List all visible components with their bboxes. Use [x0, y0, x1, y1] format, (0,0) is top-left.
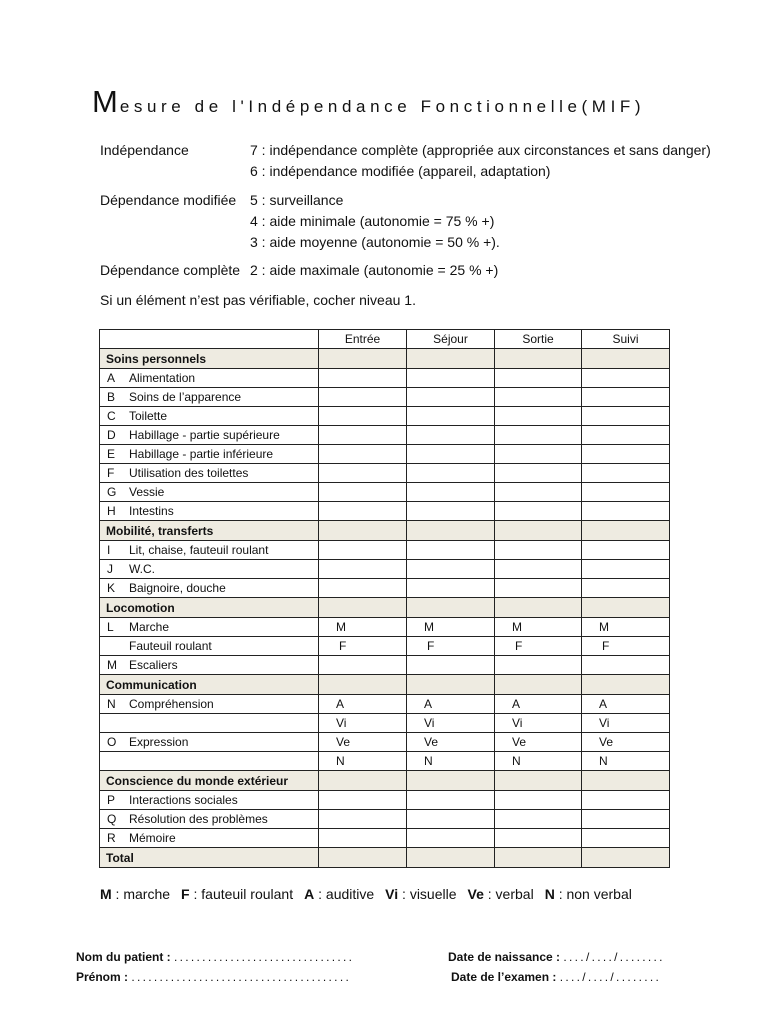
table-row	[100, 791, 670, 810]
score-cell[interactable]	[407, 541, 495, 560]
score-cell[interactable]	[495, 521, 582, 541]
mode-mark[interactable]: N	[319, 752, 407, 771]
table-row	[100, 829, 670, 848]
item-code: Q	[107, 812, 117, 826]
column-header: Entrée	[319, 330, 407, 349]
score-cell[interactable]	[407, 791, 495, 810]
score-cell[interactable]	[582, 464, 670, 483]
mode-mark[interactable]: Ve	[319, 733, 407, 752]
score-cell[interactable]	[407, 407, 495, 426]
score-cell[interactable]	[319, 791, 407, 810]
item-label	[100, 810, 319, 829]
mode-mark[interactable]: M	[407, 618, 495, 637]
score-cell[interactable]	[407, 771, 495, 791]
column-header: Sortie	[495, 330, 582, 349]
score-cell[interactable]	[407, 464, 495, 483]
score-cell[interactable]	[407, 829, 495, 848]
score-cell[interactable]	[582, 810, 670, 829]
score-cell[interactable]	[407, 502, 495, 521]
score-cell[interactable]	[495, 349, 582, 369]
score-cell[interactable]	[495, 675, 582, 695]
legend-text: : non verbal	[554, 886, 632, 902]
score-cell[interactable]	[407, 369, 495, 388]
mode-mark[interactable]: M	[582, 618, 670, 637]
mode-mark[interactable]: F	[319, 637, 407, 656]
item-label	[100, 483, 319, 502]
item-text: Résolution des problèmes	[129, 812, 268, 826]
table-row	[100, 426, 670, 445]
item-code: I	[107, 543, 111, 557]
birth-date-dots[interactable]: ..../..../........	[563, 950, 665, 964]
mode-mark[interactable]: A	[407, 695, 495, 714]
item-code: D	[107, 428, 116, 442]
score-cell[interactable]	[495, 445, 582, 464]
score-cell[interactable]	[319, 464, 407, 483]
score-cell[interactable]	[495, 483, 582, 502]
item-text: Interactions sociales	[129, 793, 238, 807]
patient-name-dots[interactable]: ................................	[174, 950, 355, 964]
score-cell[interactable]	[495, 426, 582, 445]
score-cell[interactable]	[495, 810, 582, 829]
note-text: Si un élément n’est pas vérifiable, cocher niveau 1.	[100, 292, 416, 308]
score-cell[interactable]	[495, 791, 582, 810]
legend	[100, 886, 632, 902]
item-text: Toilette	[129, 409, 168, 423]
section-row	[100, 349, 670, 369]
mode-mark[interactable]: M	[495, 618, 582, 637]
score-cell[interactable]	[582, 502, 670, 521]
scale-level: 3 : aide moyenne (autonomie = 50 % +).	[250, 234, 500, 250]
score-cell[interactable]	[407, 656, 495, 675]
item-text: Expression	[129, 735, 189, 749]
section-label: Communication	[100, 675, 319, 695]
item-code: F	[107, 466, 115, 480]
item-label	[100, 733, 319, 752]
score-cell[interactable]	[582, 407, 670, 426]
mode-mark[interactable]: A	[582, 695, 670, 714]
item-label	[100, 369, 319, 388]
score-cell[interactable]	[407, 483, 495, 502]
scale-category: Indépendance	[100, 142, 189, 158]
score-cell[interactable]	[319, 771, 407, 791]
table-row	[100, 656, 670, 675]
total-label: Total	[100, 848, 319, 868]
item-code: C	[107, 409, 116, 423]
score-cell[interactable]	[582, 483, 670, 502]
score-cell[interactable]	[407, 579, 495, 598]
table-row	[100, 810, 670, 829]
item-label	[100, 502, 319, 521]
score-cell[interactable]	[495, 656, 582, 675]
mode-mark[interactable]: Ve	[582, 733, 670, 752]
item-code: G	[107, 485, 117, 499]
item-text: Alimentation	[129, 371, 196, 385]
total-row	[100, 848, 670, 868]
score-cell[interactable]	[319, 675, 407, 695]
item-label	[100, 656, 319, 675]
patient-name-label: Nom du patient :	[76, 950, 171, 964]
item-code: O	[107, 735, 117, 749]
mode-mark[interactable]: Vi	[582, 714, 670, 733]
first-name-dots[interactable]: .......................................	[131, 970, 352, 984]
scale-category: Dépendance modifiée	[100, 192, 237, 208]
item-label	[100, 541, 319, 560]
score-cell[interactable]	[407, 349, 495, 369]
scale-level: 6 : indépendance modifiée (appareil, adaptation)	[250, 163, 551, 179]
legend-key: A	[304, 886, 315, 902]
item-label	[100, 426, 319, 445]
item-label	[100, 618, 319, 637]
scale-level: 7 : indépendance complète (appropriée aux circonstances et sans danger)	[250, 142, 711, 158]
item-label	[100, 407, 319, 426]
scale-level: 2 : aide maximale (autonomie = 25 % +)	[250, 262, 499, 278]
score-cell[interactable]	[582, 426, 670, 445]
score-cell[interactable]	[495, 369, 582, 388]
table-row	[100, 541, 670, 560]
table-row	[100, 483, 670, 502]
table-header-row	[100, 330, 670, 349]
mode-mark[interactable]: N	[495, 752, 582, 771]
score-cell[interactable]	[582, 579, 670, 598]
score-cell[interactable]	[407, 810, 495, 829]
table-row	[100, 714, 670, 733]
score-cell[interactable]	[407, 426, 495, 445]
item-code: J	[107, 562, 113, 576]
score-cell[interactable]	[582, 656, 670, 675]
item-label	[100, 829, 319, 848]
legend-key: Vi	[385, 886, 399, 902]
scale-category: Dépendance complète	[100, 262, 241, 278]
score-cell[interactable]	[319, 656, 407, 675]
total-cell[interactable]	[407, 848, 495, 868]
birth-date-label: Date de naissance :	[448, 950, 561, 964]
score-cell[interactable]	[495, 579, 582, 598]
mode-mark[interactable]: Vi	[495, 714, 582, 733]
section-label: Soins personnels	[100, 349, 319, 369]
item-text: Habillage - partie supérieure	[129, 428, 280, 442]
birth-date-field[interactable]	[448, 950, 665, 964]
section-label: Mobilité, transferts	[100, 521, 319, 541]
header-empty	[100, 330, 319, 349]
score-cell[interactable]	[319, 598, 407, 618]
item-label	[100, 637, 319, 656]
score-cell[interactable]	[407, 675, 495, 695]
score-cell[interactable]	[319, 483, 407, 502]
mode-mark[interactable]: Ve	[495, 733, 582, 752]
item-code: E	[107, 447, 116, 461]
table-row	[100, 579, 670, 598]
score-cell[interactable]	[582, 829, 670, 848]
score-cell[interactable]	[407, 445, 495, 464]
score-cell[interactable]	[319, 445, 407, 464]
score-cell[interactable]	[582, 521, 670, 541]
score-cell[interactable]	[582, 598, 670, 618]
section-label: Conscience du monde extérieur	[100, 771, 319, 791]
score-cell[interactable]	[495, 771, 582, 791]
item-code: H	[107, 504, 116, 518]
mode-mark[interactable]: M	[319, 618, 407, 637]
score-cell[interactable]	[582, 445, 670, 464]
score-cell[interactable]	[319, 502, 407, 521]
score-cell[interactable]	[582, 541, 670, 560]
item-text: Compréhension	[129, 697, 214, 711]
mode-mark[interactable]: N	[582, 752, 670, 771]
mode-mark[interactable]: Vi	[407, 714, 495, 733]
table-row	[100, 637, 670, 656]
item-text: Marche	[129, 620, 170, 634]
item-code: B	[107, 390, 116, 404]
total-cell[interactable]	[582, 848, 670, 868]
score-cell[interactable]	[407, 560, 495, 579]
score-cell[interactable]	[495, 502, 582, 521]
score-cell[interactable]	[582, 771, 670, 791]
item-label	[100, 791, 319, 810]
item-text: Mémoire	[129, 831, 176, 845]
score-cell[interactable]	[319, 829, 407, 848]
item-text: Escaliers	[129, 658, 178, 672]
mode-mark[interactable]: Ve	[407, 733, 495, 752]
legend-key: F	[181, 886, 190, 902]
mode-mark[interactable]: F	[407, 637, 495, 656]
item-code: L	[107, 620, 114, 634]
item-code: M	[107, 658, 117, 672]
item-code: K	[107, 581, 116, 595]
item-text: Lit, chaise, fauteuil roulant	[129, 543, 269, 557]
table-row	[100, 388, 670, 407]
item-code: P	[107, 793, 116, 807]
score-cell[interactable]	[495, 388, 582, 407]
exam-date-label: Date de l’examen :	[451, 970, 557, 984]
mode-mark[interactable]: A	[319, 695, 407, 714]
legend-text: : verbal	[483, 886, 534, 902]
item-label	[100, 445, 319, 464]
section-row	[100, 521, 670, 541]
table-row	[100, 752, 670, 771]
score-cell[interactable]	[582, 791, 670, 810]
legend-text: : fauteuil roulant	[189, 886, 294, 902]
mode-mark[interactable]: F	[495, 637, 582, 656]
score-cell[interactable]	[319, 560, 407, 579]
item-code: R	[107, 831, 116, 845]
item-label	[100, 752, 319, 771]
title-rest: esure de l'Indépendance Fonctionnelle(MIF)	[119, 97, 646, 116]
legend-text: : visuelle	[398, 886, 457, 902]
section-row	[100, 771, 670, 791]
mode-mark[interactable]: N	[407, 752, 495, 771]
score-cell[interactable]	[319, 541, 407, 560]
score-cell[interactable]	[319, 579, 407, 598]
column-header: Séjour	[407, 330, 495, 349]
exam-date-field[interactable]	[451, 970, 661, 984]
score-cell[interactable]	[495, 598, 582, 618]
mif-table	[99, 329, 670, 868]
item-label	[100, 388, 319, 407]
mode-mark[interactable]: F	[582, 637, 670, 656]
item-label	[100, 464, 319, 483]
score-cell[interactable]	[582, 560, 670, 579]
score-cell[interactable]	[495, 407, 582, 426]
table-row	[100, 407, 670, 426]
score-cell[interactable]	[495, 464, 582, 483]
score-cell[interactable]	[319, 349, 407, 369]
score-cell[interactable]	[495, 541, 582, 560]
total-cell[interactable]	[319, 848, 407, 868]
item-text: Utilisation des toilettes	[129, 466, 249, 480]
item-label	[100, 714, 319, 733]
column-header: Suivi	[582, 330, 670, 349]
table-row	[100, 618, 670, 637]
mode-mark[interactable]: Vi	[319, 714, 407, 733]
scale-level: 5 : surveillance	[250, 192, 344, 208]
score-cell[interactable]	[319, 426, 407, 445]
table-row	[100, 502, 670, 521]
first-name-field[interactable]	[76, 970, 351, 984]
score-cell[interactable]	[319, 521, 407, 541]
item-text: Fauteuil roulant	[129, 639, 212, 653]
total-cell[interactable]	[495, 848, 582, 868]
legend-key: Ve	[467, 886, 484, 902]
score-cell[interactable]	[582, 349, 670, 369]
score-cell[interactable]	[582, 369, 670, 388]
mode-mark[interactable]: A	[495, 695, 582, 714]
table-row	[100, 560, 670, 579]
score-cell[interactable]	[582, 388, 670, 407]
item-label	[100, 560, 319, 579]
scale-level: 4 : aide minimale (autonomie = 75 % +)	[250, 213, 495, 229]
section-row	[100, 598, 670, 618]
first-name-label: Prénom :	[76, 970, 129, 984]
item-text: Intestins	[129, 504, 174, 518]
score-cell[interactable]	[407, 388, 495, 407]
score-cell[interactable]	[319, 388, 407, 407]
legend-text: : auditive	[314, 886, 375, 902]
item-text: Baignoire, douche	[129, 581, 226, 595]
section-row	[100, 675, 670, 695]
score-cell[interactable]	[319, 407, 407, 426]
item-text: Soins de l’apparence	[129, 390, 242, 404]
item-code: N	[107, 697, 116, 711]
score-cell[interactable]	[582, 675, 670, 695]
table-row	[100, 369, 670, 388]
legend-text: : marche	[111, 886, 171, 902]
item-text: Vessie	[129, 485, 165, 499]
patient-name-field[interactable]	[76, 950, 354, 964]
table-row	[100, 695, 670, 714]
score-cell[interactable]	[495, 829, 582, 848]
table-row	[100, 445, 670, 464]
item-code: A	[107, 371, 116, 385]
score-cell[interactable]	[495, 560, 582, 579]
item-text: Habillage - partie inférieure	[129, 447, 274, 461]
item-label	[100, 695, 319, 714]
item-text: W.C.	[129, 562, 155, 576]
score-cell[interactable]	[319, 810, 407, 829]
score-cell[interactable]	[407, 521, 495, 541]
table-row	[100, 733, 670, 752]
exam-date-dots[interactable]: ..../..../........	[559, 970, 662, 984]
title-first-letter: M	[92, 84, 120, 119]
score-cell[interactable]	[407, 598, 495, 618]
item-label	[100, 579, 319, 598]
section-label: Locomotion	[100, 598, 319, 618]
table-row	[100, 464, 670, 483]
page-title	[92, 84, 645, 120]
legend-key: N	[544, 886, 555, 902]
score-cell[interactable]	[319, 369, 407, 388]
legend-key: M	[100, 886, 112, 902]
